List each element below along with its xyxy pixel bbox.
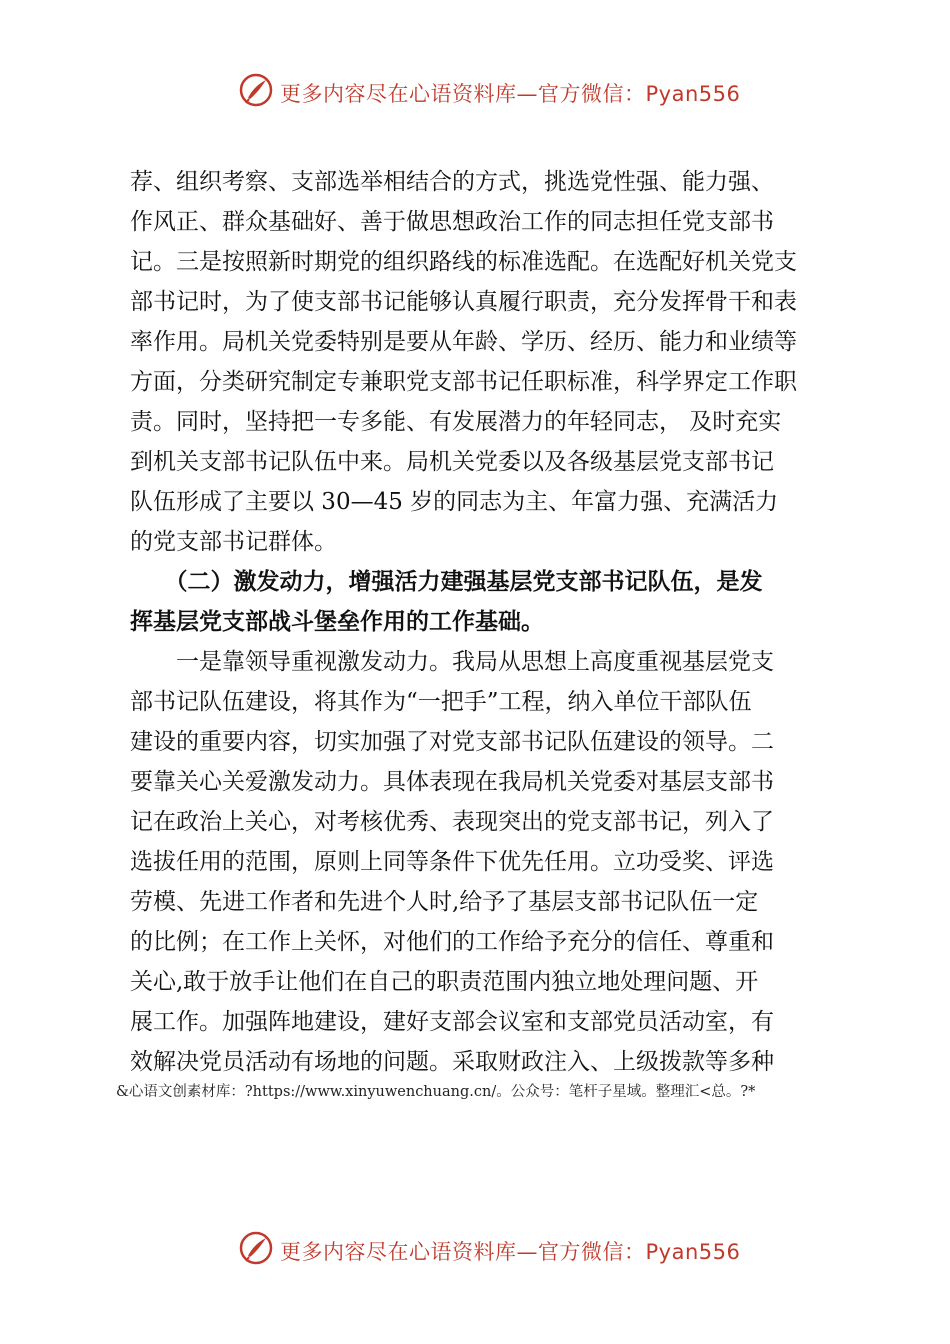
text-line: 记。三是按照新时期党的组织路线的标准选配。在选配好机关党支 — [130, 249, 797, 275]
text-line: 要靠关心关爱激发动力。具体表现在我局机关党委对基层支部书 — [130, 769, 774, 795]
text-line: 方面，分类研究制定专兼职党支部书记任职标准，科学界定工作职 — [130, 369, 797, 395]
text-line: 作风正、群众基础好、善于做思想政治工作的同志担任党支部书 — [130, 209, 774, 235]
text-line: 一是靠领导重视激发动力。我局从思想上高度重视基层党支 — [130, 649, 774, 675]
text-line: 责。同时，坚持把一专多能、有发展潜力的年轻同志， 及时充实 — [130, 409, 782, 435]
text-line: 展工作。加强阵地建设，建好支部会议室和支部党员活动室，有 — [130, 1009, 774, 1035]
section-heading-line: 挥基层党支部战斗堡垒作用的工作基础。 — [130, 608, 544, 635]
document-body — [130, 162, 842, 1082]
footer-source-note: &心语文创素材库：?https://www.xinyuwenchuang.cn/。公众号：笔杆子星域。整理汇<总。?* — [116, 1084, 756, 1100]
text-line: 部书记队伍建设，将其作为“一把手”工程，纳入单位干部队伍 — [130, 689, 752, 715]
text-line: 劳模、先进工作者和先进个人时,给予了基层支部书记队伍一定 — [130, 889, 759, 915]
banner-text: 更多内容尽在心语资料库—官方微信：Pyan556 — [280, 1240, 741, 1264]
top-banner — [0, 72, 950, 112]
text-line: 关心,敢于放手让他们在自己的职责范围内独立地处理问题、开 — [130, 969, 759, 995]
text-line: 记在政治上关心，对考核优秀、表现突出的党支部书记，列入了 — [130, 809, 774, 835]
bottom-banner — [0, 1230, 950, 1270]
text-line: 建设的重要内容，切实加强了对党支部书记队伍建设的领导。二 — [130, 729, 774, 755]
text-line: 率作用。局机关党委特别是要从年龄、学历、经历、能力和业绩等 — [130, 329, 797, 355]
feather-pen-logo-icon — [238, 1230, 274, 1266]
text-line: 队伍形成了主要以 30—45 岁的同志为主、年富力强、充满活力 — [130, 489, 779, 515]
text-line: 效解决党员活动有场地的问题。采取财政注入、上级拨款等多种 — [130, 1049, 774, 1075]
feather-pen-logo-icon — [238, 72, 274, 108]
text-line: 部书记时，为了使支部书记能够认真履行职责，充分发挥骨干和表 — [130, 289, 797, 315]
text-line: 的党支部书记群体。 — [130, 529, 337, 555]
banner-text: 更多内容尽在心语资料库—官方微信：Pyan556 — [280, 82, 741, 106]
text-line: 到机关支部书记队伍中来。局机关党委以及各级基层党支部书记 — [130, 449, 774, 475]
text-line: 的比例；在工作上关怀，对他们的工作给予充分的信任、尊重和 — [130, 929, 774, 955]
section-heading-line: （二）激发动力，增强活力建强基层党支部书记队伍，是发 — [130, 568, 763, 595]
text-line: 荐、组织考察、支部选举相结合的方式，挑选党性强、能力强、 — [130, 169, 774, 195]
text-line: 选拔任用的范围，原则上同等条件下优先任用。立功受奖、评选 — [130, 849, 774, 875]
